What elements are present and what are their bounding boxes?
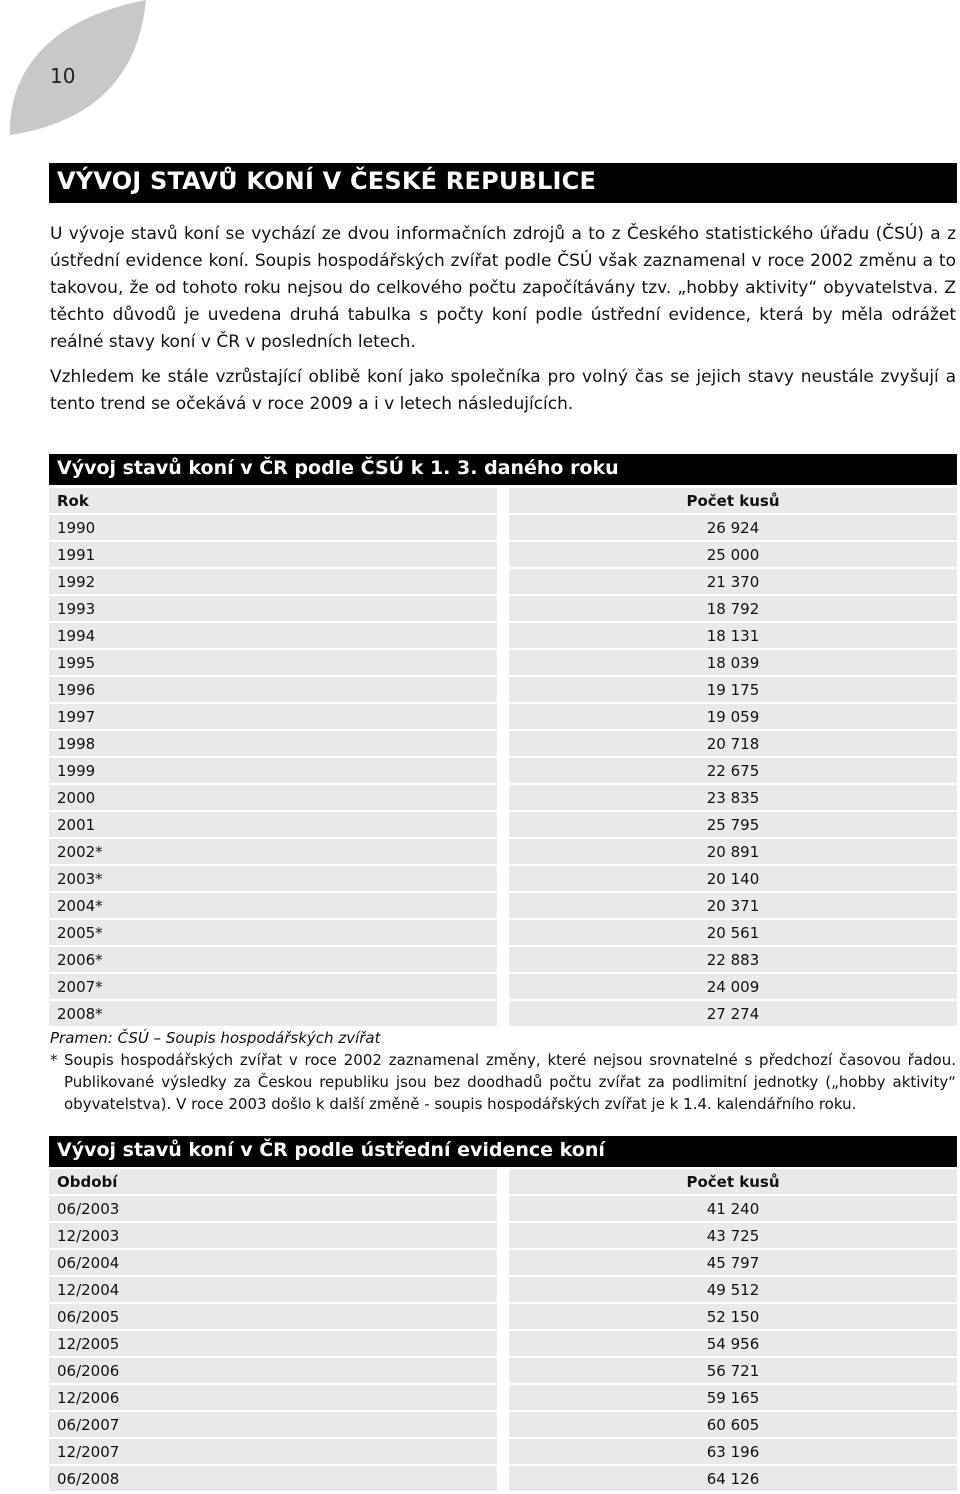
count-cell: 19 059 <box>509 704 957 729</box>
table-row <box>49 542 957 567</box>
period-cell: 1990 <box>49 515 497 540</box>
count-cell: 25 795 <box>509 812 957 837</box>
column-gap <box>497 650 509 675</box>
column-header-period: Rok <box>49 488 497 513</box>
table-row <box>49 1439 957 1464</box>
column-gap <box>497 704 509 729</box>
count-cell: 54 956 <box>509 1331 957 1356</box>
period-cell: 2002* <box>49 839 497 864</box>
table-header-row <box>49 1169 957 1194</box>
column-gap <box>497 947 509 972</box>
table-row <box>49 596 957 621</box>
table-row <box>49 1250 957 1275</box>
period-cell: 2008* <box>49 1001 497 1026</box>
table-row <box>49 731 957 756</box>
column-gap <box>497 1385 509 1410</box>
column-gap <box>497 1466 509 1491</box>
table-row <box>49 1358 957 1383</box>
registry-horse-table <box>49 1167 957 1493</box>
column-gap <box>497 866 509 891</box>
period-cell: 06/2004 <box>49 1250 497 1275</box>
period-cell: 12/2007 <box>49 1439 497 1464</box>
period-cell: 06/2008 <box>49 1466 497 1491</box>
period-cell: 1996 <box>49 677 497 702</box>
period-cell: 12/2006 <box>49 1385 497 1410</box>
count-cell: 18 792 <box>509 596 957 621</box>
table-row <box>49 1331 957 1356</box>
table-row <box>49 515 957 540</box>
column-gap <box>497 542 509 567</box>
column-gap <box>497 1331 509 1356</box>
table-row <box>49 704 957 729</box>
period-cell: 06/2003 <box>49 1196 497 1221</box>
period-cell: 12/2004 <box>49 1277 497 1302</box>
column-gap <box>497 758 509 783</box>
count-cell: 20 561 <box>509 920 957 945</box>
count-cell: 20 891 <box>509 839 957 864</box>
count-cell: 18 039 <box>509 650 957 675</box>
period-cell: 1997 <box>49 704 497 729</box>
count-cell: 20 140 <box>509 866 957 891</box>
table-row <box>49 1001 957 1026</box>
table1-title: Vývoj stavů koní v ČR podle ČSÚ k 1. 3. daného roku <box>49 454 957 485</box>
column-gap <box>497 1169 509 1194</box>
column-gap <box>497 1196 509 1221</box>
column-header-count: Počet kusů <box>509 488 957 513</box>
period-cell: 1999 <box>49 758 497 783</box>
table-row <box>49 758 957 783</box>
count-cell: 60 605 <box>509 1412 957 1437</box>
column-gap <box>497 1439 509 1464</box>
period-cell: 1993 <box>49 596 497 621</box>
period-cell: 06/2006 <box>49 1358 497 1383</box>
column-gap <box>497 785 509 810</box>
column-gap <box>497 596 509 621</box>
count-cell: 26 924 <box>509 515 957 540</box>
count-cell: 24 009 <box>509 974 957 999</box>
column-gap <box>497 1358 509 1383</box>
column-gap <box>497 515 509 540</box>
table1-source: Pramen: ČSÚ – Soupis hospodářských zvířat <box>50 1029 381 1047</box>
count-cell: 43 725 <box>509 1223 957 1248</box>
table-row <box>49 677 957 702</box>
count-cell: 22 675 <box>509 758 957 783</box>
period-cell: 1994 <box>49 623 497 648</box>
table-row <box>49 947 957 972</box>
table-header-row <box>49 488 957 513</box>
table2-title: Vývoj stavů koní v ČR podle ústřední evidence koní <box>49 1136 957 1167</box>
table-row <box>49 839 957 864</box>
csu-horse-table <box>49 486 957 1028</box>
count-cell: 49 512 <box>509 1277 957 1302</box>
period-cell: 2005* <box>49 920 497 945</box>
period-cell: 12/2005 <box>49 1331 497 1356</box>
count-cell: 27 274 <box>509 1001 957 1026</box>
count-cell: 63 196 <box>509 1439 957 1464</box>
count-cell: 20 371 <box>509 893 957 918</box>
column-gap <box>497 893 509 918</box>
period-cell: 2007* <box>49 974 497 999</box>
column-gap <box>497 920 509 945</box>
column-gap <box>497 731 509 756</box>
period-cell: 1991 <box>49 542 497 567</box>
table-row <box>49 866 957 891</box>
column-header-count: Počet kusů <box>509 1169 957 1194</box>
count-cell: 21 370 <box>509 569 957 594</box>
table-row <box>49 893 957 918</box>
table1-footnote <box>50 1049 956 1115</box>
column-gap <box>497 812 509 837</box>
column-gap <box>497 1223 509 1248</box>
count-cell: 52 150 <box>509 1304 957 1329</box>
table-row <box>49 1304 957 1329</box>
column-gap <box>497 1412 509 1437</box>
count-cell: 41 240 <box>509 1196 957 1221</box>
table-row <box>49 974 957 999</box>
period-cell: 2003* <box>49 866 497 891</box>
count-cell: 56 721 <box>509 1358 957 1383</box>
count-cell: 25 000 <box>509 542 957 567</box>
column-gap <box>497 1250 509 1275</box>
column-gap <box>497 623 509 648</box>
column-header-period: Období <box>49 1169 497 1194</box>
column-gap <box>497 974 509 999</box>
column-gap <box>497 1304 509 1329</box>
footnote-mark: * <box>50 1051 58 1069</box>
count-cell: 23 835 <box>509 785 957 810</box>
table-row <box>49 920 957 945</box>
table-row <box>49 1223 957 1248</box>
count-cell: 19 175 <box>509 677 957 702</box>
period-cell: 1998 <box>49 731 497 756</box>
count-cell: 59 165 <box>509 1385 957 1410</box>
column-gap <box>497 839 509 864</box>
table-row <box>49 1196 957 1221</box>
period-cell: 06/2005 <box>49 1304 497 1329</box>
count-cell: 45 797 <box>509 1250 957 1275</box>
period-cell: 2006* <box>49 947 497 972</box>
count-cell: 64 126 <box>509 1466 957 1491</box>
period-cell: 2000 <box>49 785 497 810</box>
column-gap <box>497 1277 509 1302</box>
count-cell: 20 718 <box>509 731 957 756</box>
table-row <box>49 1277 957 1302</box>
count-cell: 18 131 <box>509 623 957 648</box>
column-gap <box>497 488 509 513</box>
column-gap <box>497 569 509 594</box>
table-row <box>49 785 957 810</box>
table-row <box>49 650 957 675</box>
intro-paragraph: U vývoje stavů koní se vychází ze dvou informačních zdrojů a to z Českého statistického úřadu (ČSÚ) a z ústřední evidence koní. Soupis hospodářských zvířat podle ČSÚ však zaznamenal v roce 2002 změnu a to takovou, že od tohoto roku nejsou do celkového počtu započítávány tzv. „hobby aktivity“ obyvatelstva. Z těchto důvodů je uvedena druhá tabulka s počty koní podle ústřední evidence, která by měla odrážet reálné stavy koní v ČR v posledních letech. <box>50 224 956 352</box>
count-cell: 22 883 <box>509 947 957 972</box>
footnote-text: Soupis hospodářských zvířat v roce 2002 zaznamenal změny, které nejsou srovnatelné s předchozí časovou řadou. Publikované výsledky za Českou republiku jsou bez doodhadů počtu zvířat za podlimitní jednotky („hobby aktivity“ obyvatelstva). V roce 2003 došlo k další změně - soupis hospodářských zvířat je k 1.4. kalendářního roku. <box>64 1051 956 1113</box>
period-cell: 1992 <box>49 569 497 594</box>
period-cell: 2004* <box>49 893 497 918</box>
table-row <box>49 812 957 837</box>
column-gap <box>497 1001 509 1026</box>
trend-paragraph: Vzhledem ke stále vzrůstající oblibě koní jako společníka pro volný čas se jejich stavy neustále zvyšují a tento trend se očekává v roce 2009 a i v letech následujících. <box>50 367 956 414</box>
table-row <box>49 1385 957 1410</box>
table-row <box>49 1412 957 1437</box>
period-cell: 1995 <box>49 650 497 675</box>
period-cell: 12/2003 <box>49 1223 497 1248</box>
table-row <box>49 1466 957 1491</box>
table-row <box>49 623 957 648</box>
page-number: 10 <box>50 64 76 88</box>
table-row <box>49 569 957 594</box>
period-cell: 2001 <box>49 812 497 837</box>
page-title: VÝVOJ STAVŮ KONÍ V ČESKÉ REPUBLICE <box>49 163 957 203</box>
period-cell: 06/2007 <box>49 1412 497 1437</box>
column-gap <box>497 677 509 702</box>
